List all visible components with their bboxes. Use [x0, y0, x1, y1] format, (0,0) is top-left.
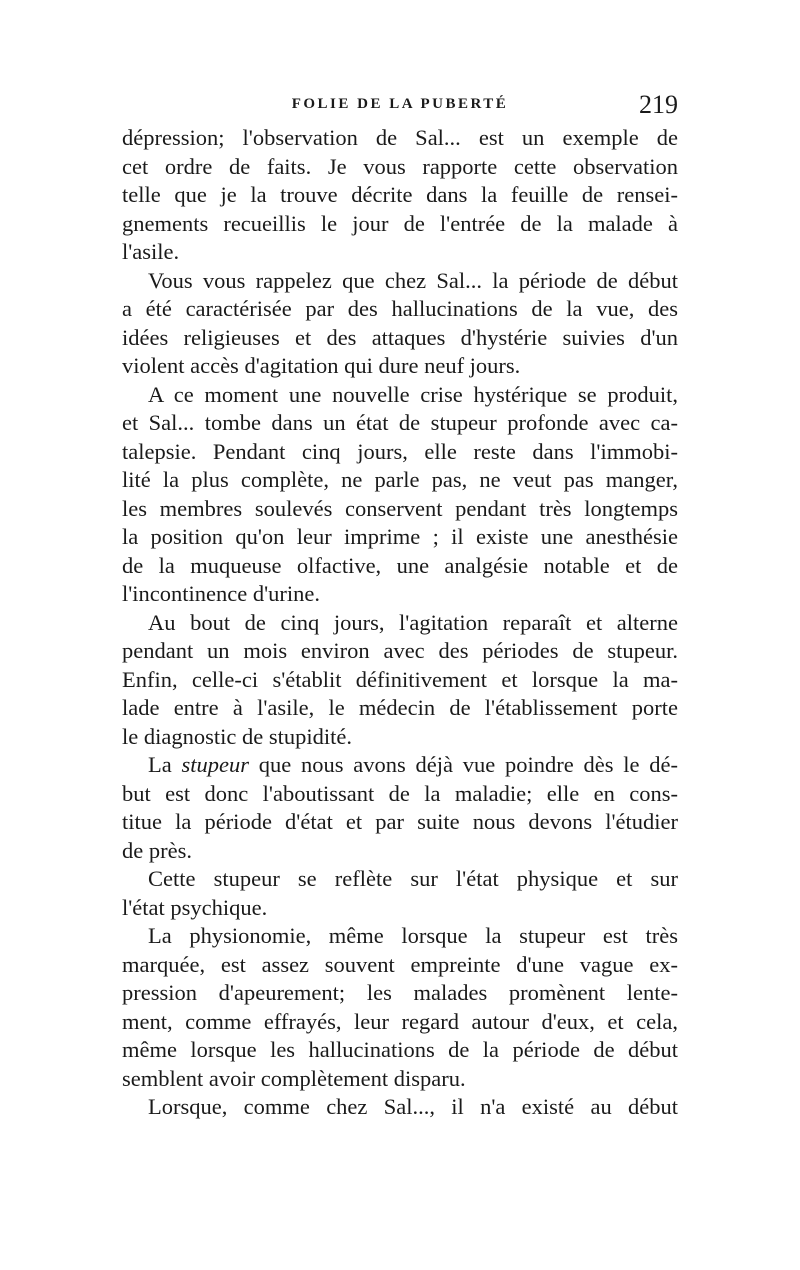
text-line: l'état psychique.: [122, 894, 268, 920]
text-line: l'asile.: [122, 239, 180, 264]
text-line: ment, comme effrayés, leur regard autour d'eux, et cela,: [122, 1008, 678, 1034]
text-line: Enfin, celle-ci s'établit définitivement et lorsque la ma-: [122, 666, 678, 692]
line-remainder: que nous avons déjà vue poindre dès le dé-: [258, 752, 679, 777]
paragraph-start-line: Cette stupeur se reflète sur l'état physique et sur: [148, 866, 678, 891]
text-line: les membres soulevés conservent pendant très longtemps: [122, 495, 678, 521]
text-line: talepsie. Pendant cinq jours, elle reste dans l'immobi-: [122, 438, 678, 464]
text-line: lité la plus complète, ne parle pas, ne veut pas manger,: [122, 467, 678, 492]
text-line: pendant un mois environ avec des périodes de stupeur.: [122, 638, 678, 663]
text-line: de la muqueuse olfactive, une analgésie notable et de: [122, 552, 678, 578]
text-line: l'incontinence d'urine.: [122, 581, 321, 606]
text-line: but est donc l'aboutissant de la maladie; elle en cons-: [122, 780, 678, 806]
paragraph-start-line: Vous vous rappelez que chez Sal... la période de début: [148, 267, 678, 293]
paragraph-start-line: Au bout de cinq jours, l'agitation reparaît et alterne: [148, 609, 678, 635]
italic-term: stupeur: [181, 752, 249, 777]
text-line: dépression; l'observation de Sal... est un exemple de: [122, 125, 678, 150]
text-line: violent accès d'agitation qui dure neuf jours.: [122, 353, 521, 378]
paragraph-start-line: Lorsque, comme chez Sal..., il n'a existé au début: [148, 1094, 678, 1119]
text-line: telle que je la trouve décrite dans la feuille de rensei-: [122, 182, 678, 207]
text-line: pression d'apeurement; les malades promènent lente-: [122, 980, 678, 1005]
text-line: le diagnostic de stupidité.: [122, 723, 352, 749]
text-line: idées religieuses et des attaques d'hystérie suivies d'un: [122, 324, 678, 350]
text-line: marquée, est assez souvent empreinte d'une vague ex-: [122, 951, 678, 977]
paragraph-start-line: A ce moment une nouvelle crise hystérique se produit,: [148, 381, 678, 407]
text-line: a été caractérisée par des hallucinations de la vue, des: [122, 296, 678, 321]
text-line: lade entre à l'asile, le médecin de l'établissement porte: [122, 695, 678, 720]
text-line: titue la période d'état et par suite nous devons l'étudier: [122, 809, 678, 834]
text-line: et Sal... tombe dans un état de stupeur profonde avec ca-: [122, 410, 678, 435]
text-line: semblent avoir complètement disparu.: [122, 1065, 466, 1091]
text-line: la position qu'on leur imprime ; il existe une anesthésie: [122, 524, 678, 549]
line-prefix: La: [148, 752, 172, 777]
paragraph-start-line: La physionomie, même lorsque la stupeur est très: [148, 923, 678, 948]
running-head: [122, 92, 678, 122]
body-text: [122, 124, 678, 1122]
running-title: FOLIE DE LA PUBERTÉ: [291, 96, 509, 112]
page-number: 219: [639, 90, 678, 119]
text-line: même lorsque les hallucinations de la période de début: [122, 1037, 678, 1062]
text-line: gnements recueillis le jour de l'entrée de la malade à: [122, 210, 678, 236]
text-line: de près.: [122, 837, 192, 863]
text-line: cet ordre de faits. Je vous rapporte cette observation: [122, 153, 678, 179]
paragraph-start-line: [122, 751, 678, 780]
